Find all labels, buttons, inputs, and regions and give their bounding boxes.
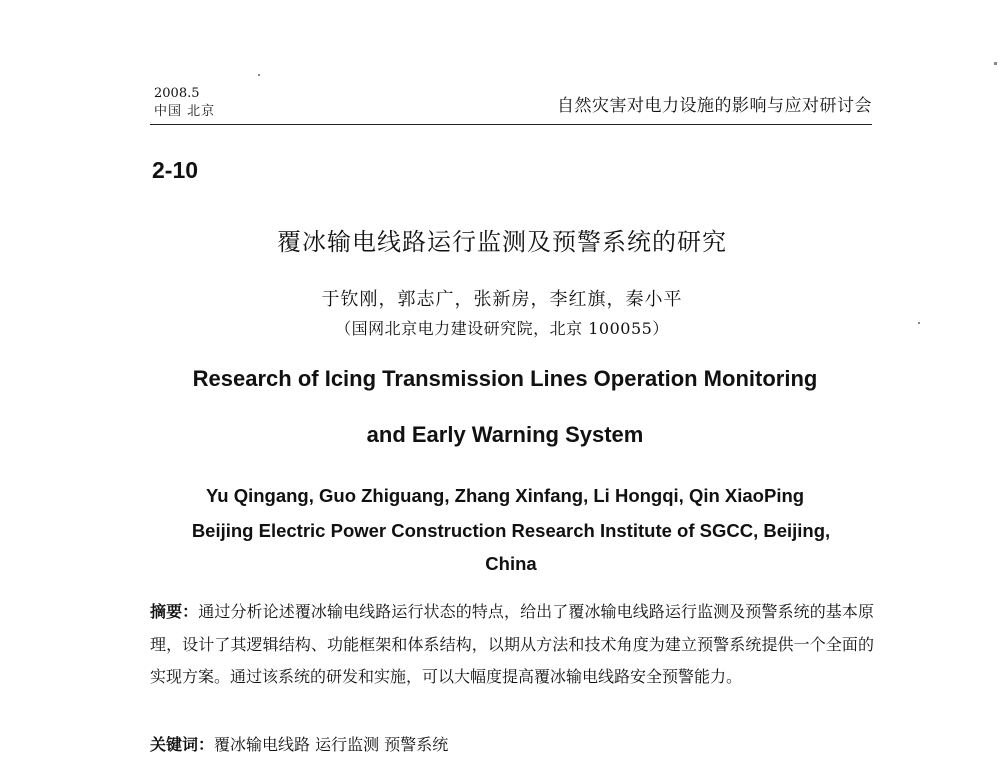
header-conference-name: 自然灾害对电力设施的影响与应对研讨会 xyxy=(557,96,872,116)
paper-title-en-line1: Research of Icing Transmission Lines Operation Monitoring xyxy=(192,366,818,391)
abstract xyxy=(150,596,874,694)
scan-speck xyxy=(994,62,997,65)
paper-number: 2-10 xyxy=(152,157,199,183)
header-divider xyxy=(150,124,872,125)
paper-title-en-line2: and Early Warning System xyxy=(366,422,644,447)
affiliation-cn: （国网北京电力建设研究院，北京 100055） xyxy=(335,319,669,338)
authors-en: Yu Qingang, Guo Zhiguang, Zhang Xinfang, Li Hongqi, Qin XiaoPing xyxy=(205,485,805,506)
scan-speck xyxy=(918,322,920,324)
keywords-label: 关键词： xyxy=(150,735,215,754)
header-date: 2008.5 xyxy=(154,86,200,101)
affiliation-en-line1: Beijing Electric Power Construction Research Institute of SGCC, Beijing, xyxy=(191,520,831,541)
keywords-text: 覆冰输电线路 运行监测 预警系统 xyxy=(214,735,449,754)
abstract-text: 通过分析论述覆冰输电线路运行状态的特点，给出了覆冰输电线路运行监测及预警系统的基本原理，设计了其逻辑结构、功能框架和体系结构，以期从方法和技术角度为建立预警系统提供一个全面的实现方案。通过该系统的研发和实施，可以大幅度提高覆冰输电线路安全预警能力。 xyxy=(150,602,874,686)
affiliation-en xyxy=(150,514,872,580)
paper-title-cn: 覆冰输电线路运行监测及预警系统的研究 xyxy=(277,228,727,256)
header-place: 中国 北京 xyxy=(154,104,216,119)
scan-speck xyxy=(258,74,260,76)
abstract-label: 摘要： xyxy=(150,602,199,621)
keywords xyxy=(150,733,874,757)
authors-cn: 于钦刚，郭志广，张新房，李红旗，秦小平 xyxy=(321,289,683,310)
affiliation-en-line2: China xyxy=(485,553,537,574)
